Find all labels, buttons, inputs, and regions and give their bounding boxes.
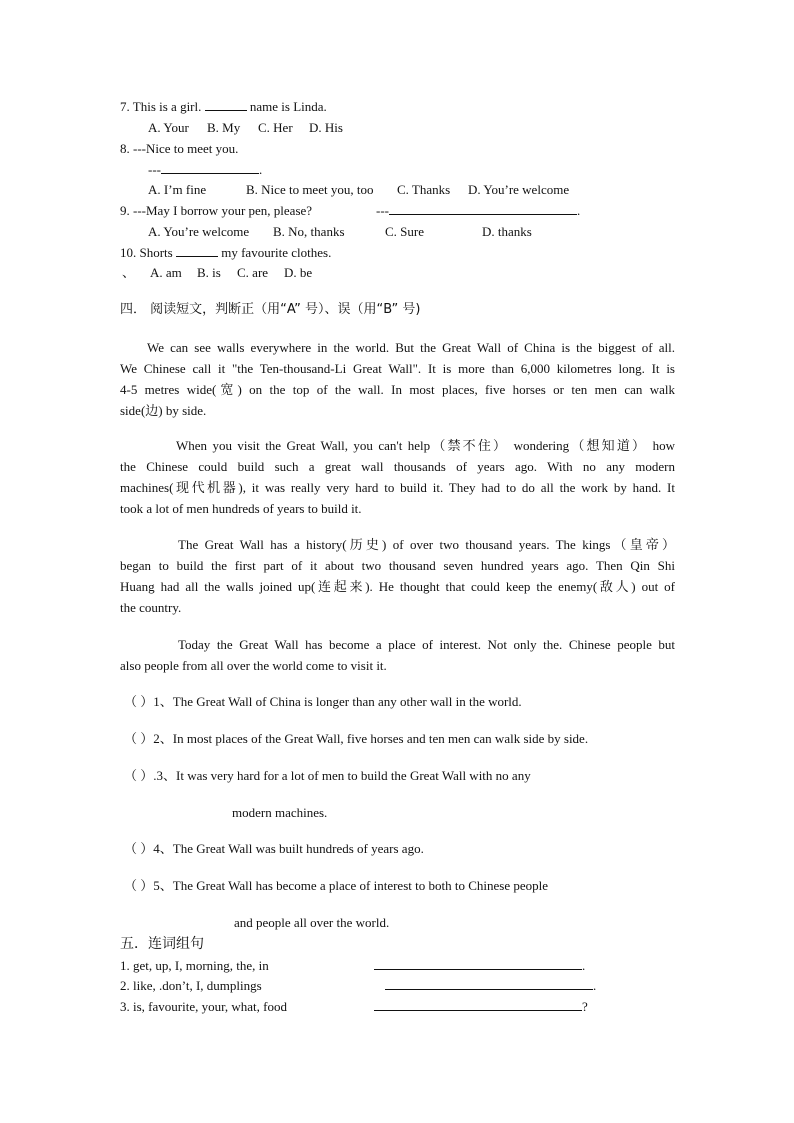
end-mark: . [593,978,597,993]
statement-3 [124,768,531,784]
statement-5 [124,878,548,894]
question-10 [120,245,331,261]
answer-prefix: --- [148,162,161,177]
passage-line: took a lot of men hundreds of years to build it. [120,501,362,516]
passage-paragraph-2 [120,438,675,522]
question-8-answer [148,162,262,178]
statement-text: 1、The Great Wall of China is longer than any other wall in the world. [153,694,522,709]
question-8-options [148,182,569,198]
option: B. Nice to meet you, too [246,182,374,197]
answer-suffix: . [259,162,263,177]
passage-paragraph-4 [120,637,675,679]
passage-line: the Chinese could build such a great wall thousands of years ago. With no any modern [120,459,675,474]
statement-1 [124,694,522,710]
passage-line: The Great Wall has a history(历史) of over two thousand years. The kings（皇帝） [178,537,675,552]
option: D. His [309,120,343,135]
answer-parentheses: （ ） [124,841,154,856]
passage-paragraph-1 [120,340,675,424]
question-9-answer [376,203,580,219]
option: C. are [237,265,269,280]
passage-line: also people from all over the world come to visit it. [120,658,387,673]
question-8-stem: 8. ---Nice to meet you. [120,141,239,156]
answer-parentheses: （ ） [124,694,154,709]
question-9-stem: 9. ---May I borrow your pen, please? [120,203,313,218]
statement-text: .3、It was very hard for a lot of men to build the Great Wall with no any [153,768,531,783]
statement-text: 4、The Great Wall was built hundreds of years ago. [153,841,424,856]
passage-line: machines(现代机器), it was really very hard to build it. They had to do all the work by hand. It [120,480,675,495]
question-10-stem-a: 10. Shorts [120,245,173,260]
option: A. am [150,265,182,280]
answer-suffix: . [577,203,581,218]
option: A. Your [148,120,189,135]
question-7-stem-b: name is Linda. [249,99,327,114]
option: D. You’re welcome [468,182,570,197]
option: B. No, thanks [273,224,345,239]
passage-line: side(边) by side. [120,403,207,418]
passage-line: began to build the first part of it about two thousand seven hundred years ago. Then Qin Shi [120,558,675,573]
answer-line [374,1010,582,1011]
option: B. is [197,265,221,280]
question-10-options [150,265,312,281]
question-7-stem-a: 7. This is a girl. [120,99,202,114]
question-10-blank [176,256,218,257]
question-8-blank [161,173,259,174]
option: D. thanks [482,224,532,239]
passage-line: Huang had all the walls joined up(连起来). He thought that could keep the enemy(敌人) out of [120,579,675,594]
option: C. Sure [385,224,424,239]
end-mark: . [582,958,586,973]
passage-line: the country. [120,600,182,615]
end-mark: ? [582,999,588,1014]
answer-parentheses: （ ） [124,731,154,746]
passage-line: We Chinese call it "the Ten-thousand-Li Great Wall". It is more than 6,000 kilometres long. It is [120,361,675,376]
answer-parentheses: （ ） [124,768,154,783]
passage-line: We can see walls everywhere in the world. But the Great Wall of China is the biggest of all. [147,340,675,355]
passage-paragraph-3 [120,537,675,621]
question-7-blank [205,110,247,111]
sentence-answer-3 [374,999,588,1015]
section-5-heading: 五．连词组句 [120,936,204,952]
sentence-item-2: 2. like, .don’t, I, dumplings [120,978,262,993]
question-10-stem-b: my favourite clothes. [221,245,332,260]
answer-prefix: --- [376,203,389,218]
statement-4 [124,841,424,857]
question-7 [120,99,327,115]
statement-text: 5、The Great Wall has become a place of interest to both to Chinese people [153,878,548,893]
statement-3-continuation: modern machines. [232,805,328,820]
passage-line: Today the Great Wall has become a place of interest. Not only the. Chinese people but [178,637,675,652]
question-7-options [148,120,343,136]
passage-line: When you visit the Great Wall, you can't help（禁不住） wondering（想知道） how [176,438,675,453]
passage-line: 4-5 metres wide(宽) on the top of the wall. In most places, five horses or ten men can walk [120,382,675,397]
sentence-answer-1 [374,958,585,974]
statement-2 [124,731,588,747]
question-10-mark: 、 [122,265,136,280]
section-4-heading: 四． 阅读短文，判断正（用“A” 号）、误（用“B” 号) [120,302,421,317]
question-9-blank [389,214,577,215]
option: B. My [207,120,241,135]
option: A. You’re welcome [148,224,250,239]
question-9-options [148,224,532,240]
answer-line [374,969,582,970]
option: D. be [284,265,313,280]
option: A. I’m fine [148,182,207,197]
statement-text: 2、In most places of the Great Wall, five horses and ten men can walk side by side. [153,731,589,746]
statement-5-continuation: and people all over the world. [234,915,390,930]
sentence-item-1: 1. get, up, I, morning, the, in [120,958,269,973]
answer-parentheses: （ ） [124,878,154,893]
sentence-answer-2 [385,978,596,994]
option: C. Her [258,120,293,135]
sentence-item-3: 3. is, favourite, your, what, food [120,999,288,1014]
option: C. Thanks [397,182,451,197]
answer-line [385,989,593,990]
